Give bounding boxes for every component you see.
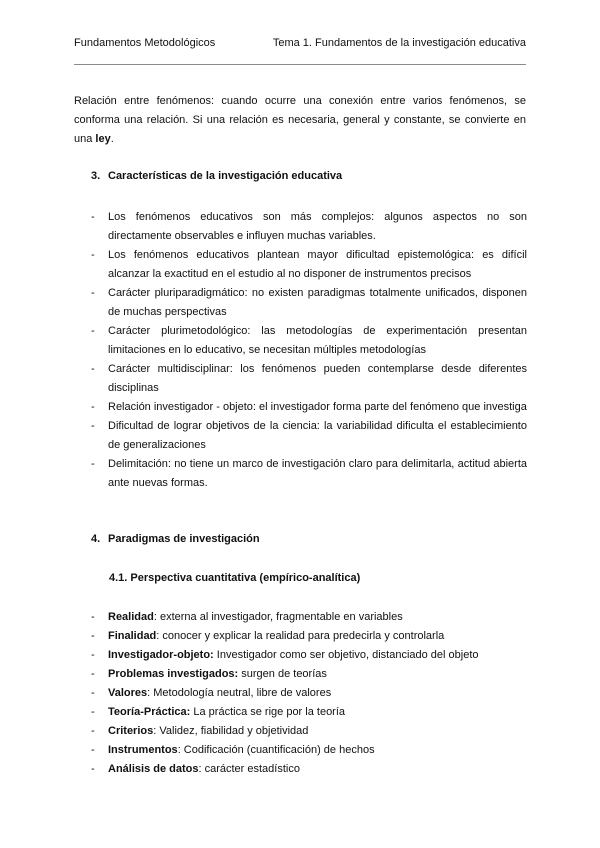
list-item bbox=[91, 455, 527, 493]
list-item-text: Los fenómenos educativos son más complejos: algunos aspectos no son directamente observables e influyen muchas variables. bbox=[108, 211, 527, 242]
section-3-title: Características de la investigación educativa bbox=[108, 170, 343, 182]
bullet-dash: - bbox=[91, 668, 95, 680]
subsection-4-1-heading: 4.1. Perspectiva cuantitativa (empírico-analítica) bbox=[109, 572, 361, 584]
list-item-text: Delimitación: no tiene un marco de investigación claro para delimitarla, actitud abierta ante nuevas formas. bbox=[108, 458, 527, 489]
list-item bbox=[91, 703, 527, 722]
item-text: surgen de teorías bbox=[238, 668, 327, 680]
section-4-title: Paradigmas de investigación bbox=[108, 533, 260, 545]
bullet-dash: - bbox=[91, 706, 95, 718]
bullet-dash: - bbox=[91, 211, 95, 223]
item-label: Análisis de datos bbox=[108, 763, 199, 775]
page-header bbox=[74, 37, 526, 53]
header-course-title: Fundamentos Metodológicos bbox=[74, 37, 216, 49]
section-3-heading bbox=[91, 170, 342, 182]
list-item bbox=[91, 760, 527, 779]
list-item bbox=[91, 608, 527, 627]
item-text: : Metodología neutral, libre de valores bbox=[147, 687, 332, 699]
item-label: Investigador-objeto: bbox=[108, 649, 214, 661]
list-item bbox=[91, 246, 527, 284]
section-3-number: 3. bbox=[91, 170, 101, 182]
bullet-dash: - bbox=[91, 287, 95, 299]
characteristics-list bbox=[91, 208, 527, 493]
list-item bbox=[91, 284, 527, 322]
bullet-dash: - bbox=[91, 744, 95, 756]
list-item-text: Carácter plurimetodológico: las metodologías de experimentación presentan limitaciones en lo educativo, se necesitan múltiples metodologías bbox=[108, 325, 527, 356]
list-item bbox=[91, 627, 527, 646]
bullet-dash: - bbox=[91, 458, 95, 470]
bullet-dash: - bbox=[91, 763, 95, 775]
item-text: Investigador como ser objetivo, distanciado del objeto bbox=[213, 649, 479, 661]
item-label: Finalidad bbox=[108, 630, 157, 642]
item-text: : externa al investigador, fragmentable en variables bbox=[153, 611, 403, 623]
list-item bbox=[91, 741, 527, 760]
quantitative-perspective-list bbox=[91, 608, 527, 779]
list-item-text: Dificultad de lograr objetivos de la ciencia: la variabilidad dificulta el establecimiento de generalizaciones bbox=[108, 420, 527, 451]
list-item bbox=[91, 360, 527, 398]
list-item-text: Relación investigador - objeto: el investigador forma parte del fenómeno que investiga bbox=[108, 401, 527, 413]
item-label: Realidad bbox=[108, 611, 154, 623]
list-item bbox=[91, 322, 527, 360]
list-item bbox=[91, 665, 527, 684]
item-text: : carácter estadístico bbox=[198, 763, 300, 775]
bullet-dash: - bbox=[91, 420, 95, 432]
intro-text: Relación entre fenómenos: cuando ocurre una conexión entre varios fenómenos, se conforma una relación. Si una relación es necesaria, general y constante, se convierte en una bbox=[74, 95, 526, 145]
intro-bold-term: ley bbox=[95, 133, 111, 145]
item-text: : Codificación (cuantificación) de hechos bbox=[177, 744, 375, 756]
bullet-dash: - bbox=[91, 401, 95, 413]
list-item bbox=[91, 646, 527, 665]
list-item bbox=[91, 398, 527, 417]
section-4-heading bbox=[91, 533, 260, 545]
item-text: : Validez, fiabilidad y objetividad bbox=[153, 725, 309, 737]
list-item bbox=[91, 722, 527, 741]
item-label: Valores bbox=[108, 687, 148, 699]
item-label: Problemas investigados: bbox=[108, 668, 239, 680]
bullet-dash: - bbox=[91, 325, 95, 337]
list-item bbox=[91, 684, 527, 703]
list-item-text: Carácter multidisciplinar: los fenómenos pueden contemplarse desde diferentes disciplinas bbox=[108, 363, 527, 394]
intro-paragraph bbox=[74, 92, 526, 149]
list-item bbox=[91, 208, 527, 246]
bullet-dash: - bbox=[91, 630, 95, 642]
item-label: Criterios bbox=[108, 725, 154, 737]
intro-end: . bbox=[110, 133, 114, 145]
bullet-dash: - bbox=[91, 687, 95, 699]
header-divider bbox=[74, 64, 526, 65]
bullet-dash: - bbox=[91, 611, 95, 623]
bullet-dash: - bbox=[91, 363, 95, 375]
bullet-dash: - bbox=[91, 249, 95, 261]
item-text: La práctica se rige por la teoría bbox=[190, 706, 346, 718]
bullet-dash: - bbox=[91, 649, 95, 661]
section-4-number: 4. bbox=[91, 533, 101, 545]
header-topic-title: Tema 1. Fundamentos de la investigación educativa bbox=[272, 37, 526, 49]
item-label: Teoría-Práctica: bbox=[108, 706, 191, 718]
list-item-text: Los fenómenos educativos plantean mayor dificultad epistemológica: es difícil alcanzar la exactitud en el estudio al no disponer de instrumentos precisos bbox=[108, 249, 527, 280]
list-item-text: Carácter pluriparadigmático: no existen paradigmas totalmente unificados, disponen de muchas perspectivas bbox=[108, 287, 527, 318]
item-label: Instrumentos bbox=[108, 744, 178, 756]
item-text: : conocer y explicar la realidad para predecirla y controlarla bbox=[156, 630, 445, 642]
list-item bbox=[91, 417, 527, 455]
bullet-dash: - bbox=[91, 725, 95, 737]
